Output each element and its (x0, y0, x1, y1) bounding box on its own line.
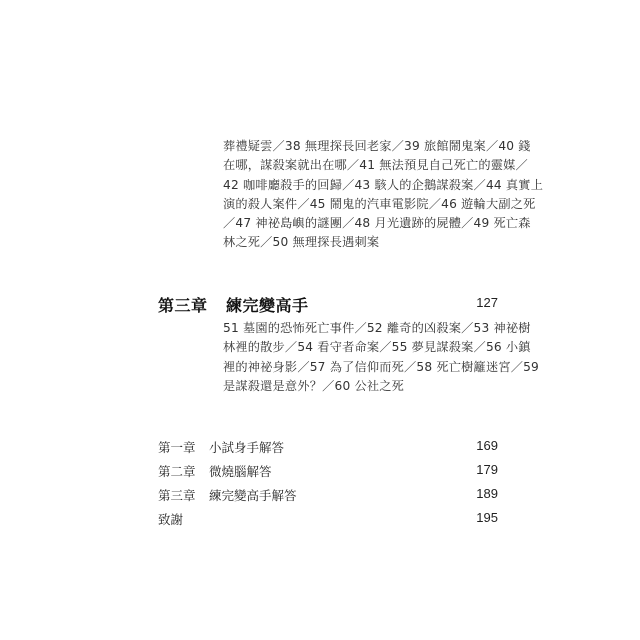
toc-entry-acknowledgements (158, 510, 498, 534)
case-list-line: 51 墓園的恐怖死亡事件／52 離奇的凶殺案／53 神祕樹 (223, 321, 531, 335)
toc-entry-title: 微燒腦解答 (209, 464, 272, 479)
toc-entry-page-number: 179 (476, 462, 498, 477)
toc-entry-chapter-label: 致謝 (158, 512, 184, 527)
chapter3-heading (158, 293, 498, 315)
toc-entry-chapter1-answers (158, 438, 498, 462)
toc-entry-chapter2-answers (158, 462, 498, 486)
toc-entry-chapter-label: 第二章 (158, 464, 196, 479)
chapter2-case-list-continuation (223, 137, 544, 253)
case-list-line: 林裡的散步／54 看守者命案／55 夢見謀殺案／56 小鎮 (223, 340, 531, 355)
toc-entry-chapter3-answers (158, 486, 498, 510)
case-list-line: 在哪，謀殺案就出在哪／41 無法預見自己死亡的靈媒／ (223, 158, 528, 173)
toc-entry-chapter-label: 第一章 (158, 440, 196, 455)
chapter3-page-number: 127 (476, 295, 498, 310)
toc-entry-chapter-label: 第三章 (158, 488, 196, 503)
answers-and-acknowledgements-list (158, 438, 498, 534)
toc-entry-page-number: 195 (476, 510, 498, 525)
case-list-line: ／47 神祕島嶼的謎團／48 月光遺跡的屍體／49 死亡森 (223, 216, 531, 231)
toc-entry-title: 小試身手解答 (209, 440, 285, 455)
case-list-line: 42 咖啡廳殺手的回歸／43 駭人的企鵝謀殺案／44 真實上 (223, 177, 544, 192)
case-list-line: 林之死／50 無理探長遇刺案 (223, 235, 380, 250)
chapter3-number: 第三章 (158, 296, 208, 315)
chapter3-title: 練完變高手 (226, 296, 309, 315)
chapter3-case-list (223, 319, 540, 396)
toc-entry-title: 練完變高手解答 (209, 488, 297, 503)
case-list-line: 裡的神祕身影／57 為了信仰而死／58 死亡樹籬迷宮／59 (223, 359, 540, 374)
toc-entry-page-number: 189 (476, 486, 498, 501)
case-list-line: 葬禮疑雲／38 無理探長回老家／39 旅館鬧鬼案／40 錢 (223, 139, 531, 153)
toc-entry-page-number: 169 (476, 438, 498, 453)
case-list-line: 是謀殺還是意外？／60 公社之死 (223, 378, 405, 393)
case-list-line: 演的殺人案件／45 鬧鬼的汽車電影院／46 遊輪大副之死 (223, 196, 536, 211)
